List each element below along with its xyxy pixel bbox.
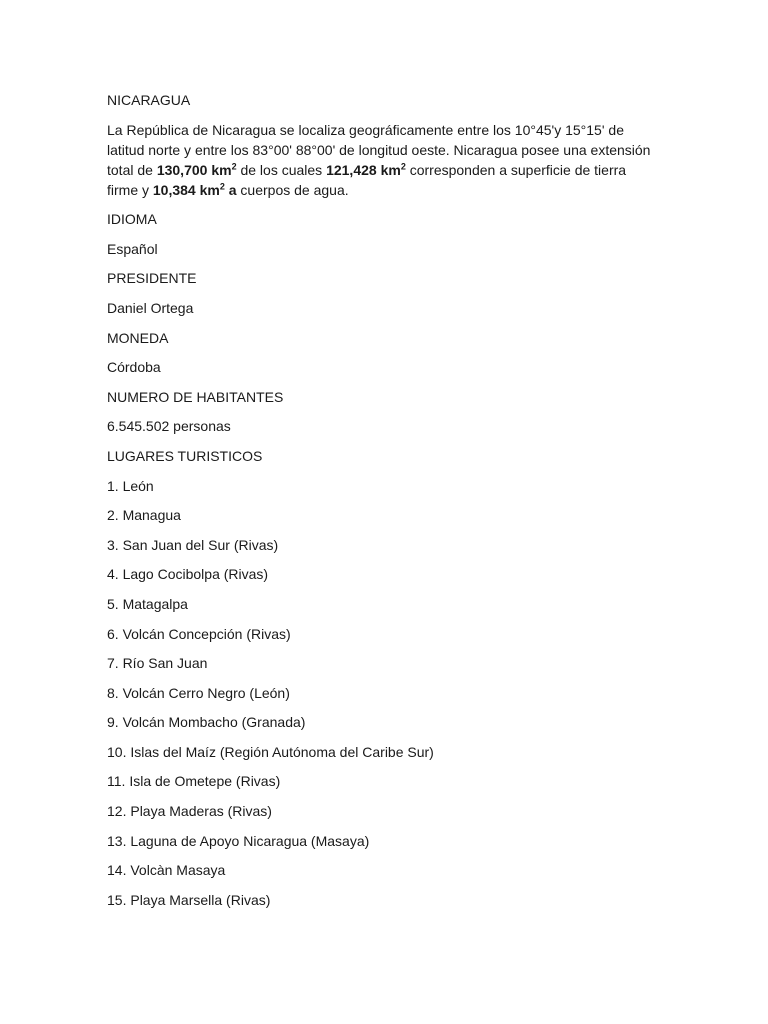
- tourism-heading: LUGARES TURISTICOS: [107, 447, 263, 464]
- section-heading-idioma: IDIOMA: [107, 211, 157, 228]
- list-item: 12. Playa Maderas (Rivas): [107, 803, 272, 820]
- list-item: 8. Volcán Cerro Negro (León): [107, 684, 290, 701]
- area-total: [157, 162, 237, 178]
- intro-text-1: La República de Nicaragua se localiza geográficamente entre los 10°45'y 15°15' de latitud norte y entre los 83°00' 88°00' de longitud oeste. Nicaragua posee una extensión total de: [107, 121, 651, 178]
- list-item: 2. Managua: [107, 507, 181, 524]
- intro-text-4: cuerpos de agua.: [236, 181, 349, 198]
- list-item: 6. Volcán Concepción (Rivas): [107, 625, 291, 642]
- list-item: 11. Isla de Ometepe (Rivas): [107, 773, 281, 790]
- area-water-suffix: a: [224, 181, 237, 198]
- document-title: NICARAGUA: [107, 92, 191, 108]
- intro-paragraph: [107, 120, 652, 200]
- intro-text-2: de los cuales: [236, 161, 327, 178]
- document-page: [107, 90, 667, 919]
- list-item: 14. Volcàn Masaya: [107, 862, 226, 879]
- list-item: 9. Volcán Mombacho (Granada): [107, 714, 306, 731]
- list-item: 3. San Juan del Sur (Rivas): [107, 536, 279, 553]
- list-item: 10. Islas del Maíz (Región Autónoma del Caribe Sur): [107, 743, 434, 760]
- list-item: 7. Río San Juan: [107, 655, 208, 672]
- section-heading-presidente: PRESIDENTE: [107, 270, 197, 287]
- section-heading-moneda: MONEDA: [107, 329, 169, 346]
- area-total-sup: 2: [231, 160, 237, 171]
- area-water-value: 10,384 km: [152, 181, 220, 198]
- area-total-value: 130,700 km: [156, 161, 232, 178]
- list-item: 5. Matagalpa: [107, 595, 188, 612]
- area-land: [326, 162, 406, 178]
- list-item: 15. Playa Marsella (Rivas): [107, 891, 271, 908]
- area-land-value: 121,428 km: [326, 161, 401, 178]
- list-item: 4. Lago Cocibolpa (Rivas): [107, 566, 269, 583]
- section-value-idioma: Español: [107, 240, 158, 257]
- list-item: 1. León: [107, 477, 154, 494]
- section-value-moneda: Córdoba: [107, 359, 161, 376]
- sections: [107, 209, 667, 436]
- section-heading-habitantes: NUMERO DE HABITANTES: [107, 388, 284, 405]
- area-land-sup: 2: [400, 160, 406, 171]
- intro-text-3: corresponden a superficie de tierra firme y: [107, 161, 627, 198]
- area-water-sup: 2: [219, 180, 225, 191]
- area-water: [153, 182, 237, 198]
- tourism-list: [107, 476, 667, 910]
- section-value-habitantes: 6.545.502 personas: [107, 418, 231, 435]
- list-item: 13. Laguna de Apoyo Nicaragua (Masaya): [107, 832, 370, 849]
- section-value-presidente: Daniel Ortega: [107, 299, 194, 316]
